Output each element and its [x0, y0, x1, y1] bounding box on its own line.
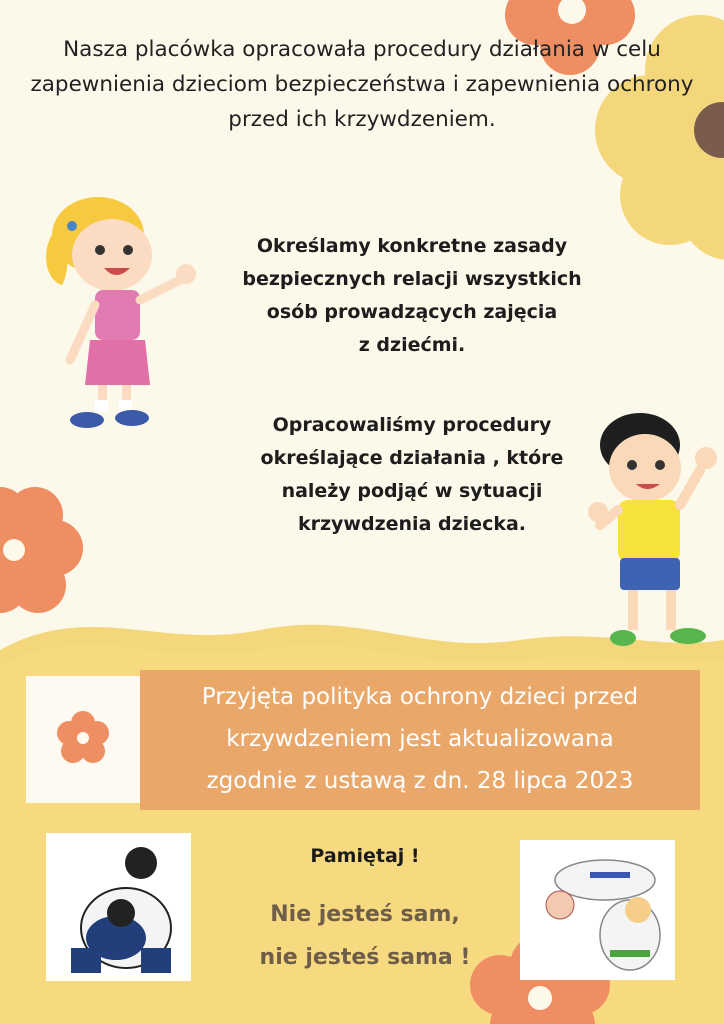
judo-photo-right	[520, 840, 675, 980]
judo-illustration-left	[46, 833, 191, 981]
intro-text: Nasza placówka opracowała procedury działania w celu zapewnienia dzieciom bezpieczeństwa i zapewnienia ochrony przed ich krzywdzeniem.	[30, 37, 694, 132]
rule-relations-text: Określamy konkretne zasady bezpiecznych relacji wszystkich osób prowadzących zajęcia z dziećmi.	[242, 235, 582, 356]
flower-box-icon	[26, 676, 140, 803]
judo-illustration-right	[520, 840, 675, 980]
rule-procedures-text: Opracowaliśmy procedury określające działania , które należy podjąć w sytuacji krzywdzenia dziecka.	[260, 414, 564, 535]
flower-center	[3, 539, 25, 561]
remember-heading: Pamiętaj !	[310, 845, 420, 867]
girl-illustration	[46, 197, 196, 428]
not-alone-text: Nie jesteś sam, nie jesteś sama !	[259, 902, 471, 970]
judo-photo-left	[46, 833, 191, 981]
flower-center	[528, 986, 552, 1010]
policy-banner-text: Przyjęta polityka ochrony dzieci przed krzywdzeniem jest aktualizowana zgodnie z ustawą z dn. 28 lipca 2023	[201, 684, 639, 794]
